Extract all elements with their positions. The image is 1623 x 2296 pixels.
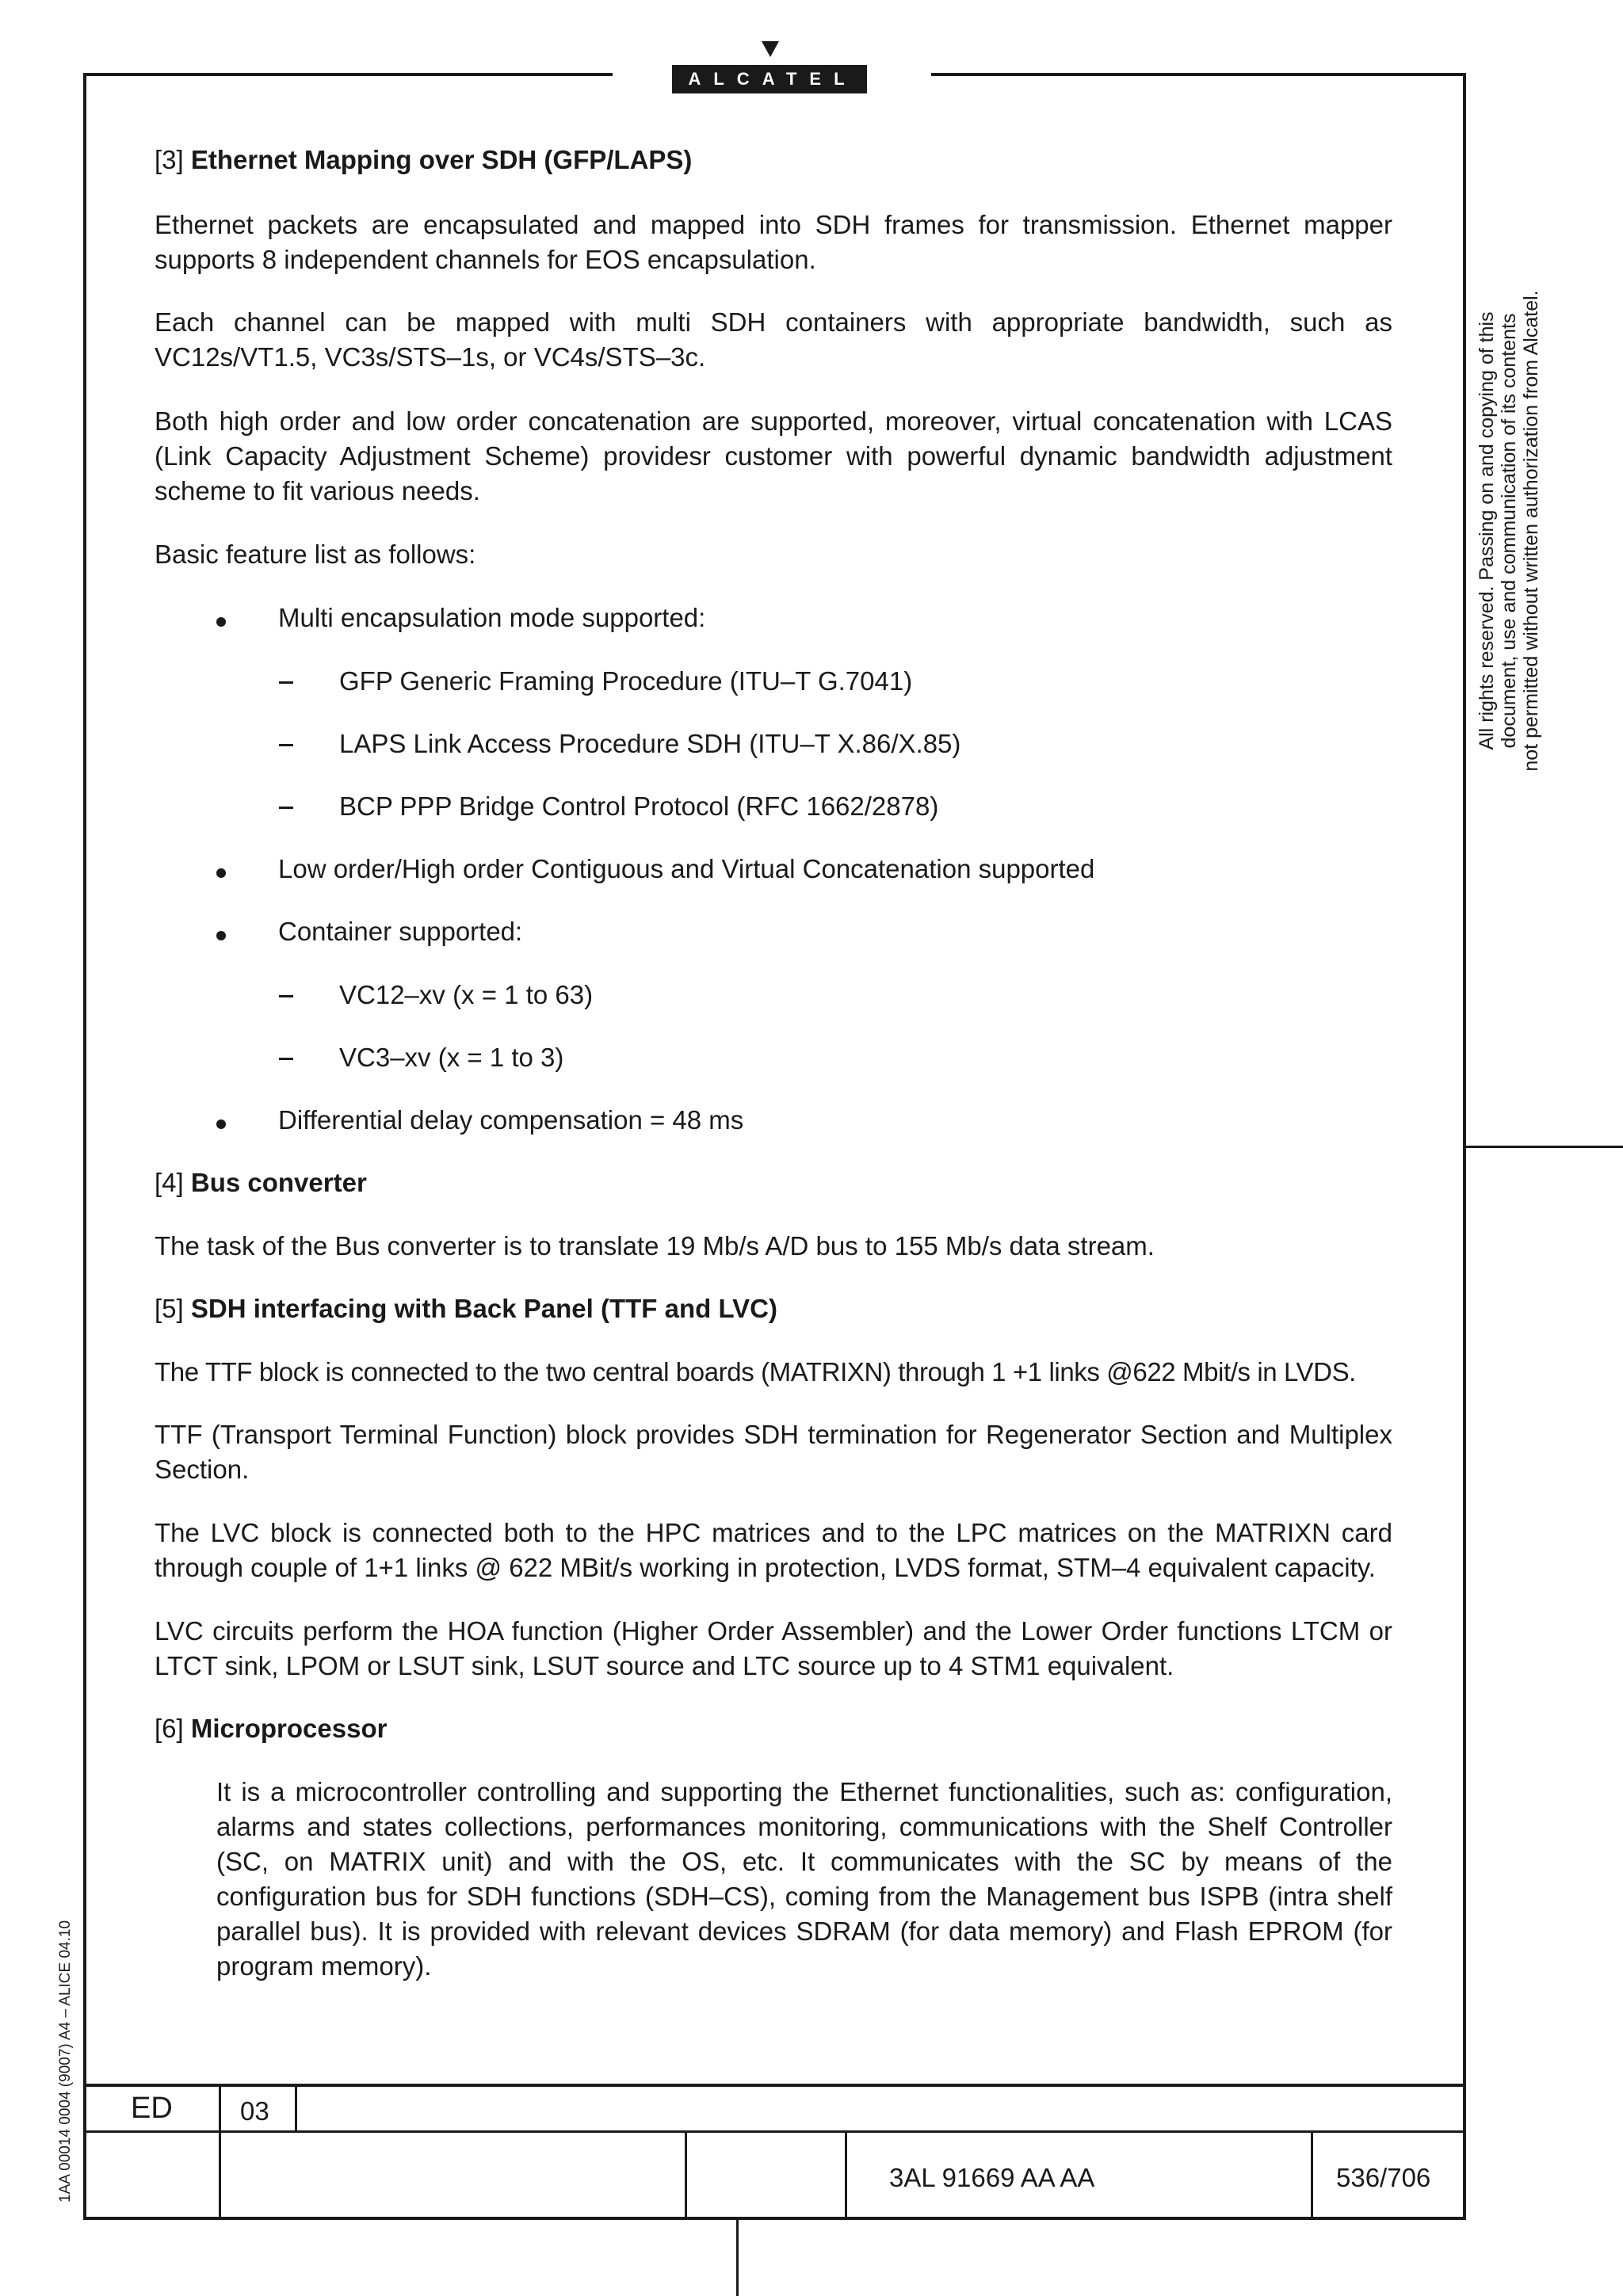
sub-list-item: GFP Generic Framing Procedure (ITU–T G.7041) <box>339 666 913 696</box>
list-item: Differential delay compensation = 48 ms <box>278 1105 744 1135</box>
frame-right-tick <box>1463 1146 1623 1148</box>
sub-list-item: LAPS Link Access Procedure SDH (ITU–T X.86/X.85) <box>339 729 961 758</box>
footer-divider <box>845 2131 847 2220</box>
footer-divider <box>219 2084 221 2220</box>
frame-top-right-line <box>931 73 1466 76</box>
bullet-icon <box>216 617 226 627</box>
section-number: [3] <box>155 145 184 174</box>
footer-bottom-line <box>83 2217 1466 2220</box>
document-code: 3AL 91669 AA AA <box>889 2163 1095 2192</box>
frame-left-line <box>83 73 86 2220</box>
sub-list-item: VC3–xv (x = 1 to 3) <box>339 1043 564 1072</box>
bullet-icon <box>216 868 226 878</box>
dash-icon <box>279 1058 293 1060</box>
dash-icon <box>279 807 293 809</box>
copyright-line-1: All rights reserved. Passing on and copying of this <box>1476 311 1498 750</box>
paragraph: Ethernet packets are encapsulated and mapped into SDH frames for transmission. Ethernet mapper supports 8 independent channels for EOS encapsulation. <box>155 210 1392 274</box>
section-title: SDH interfacing with Back Panel (TTF and LVC) <box>190 1294 778 1323</box>
section-number: [4] <box>155 1168 184 1197</box>
copyright-note <box>1476 269 1542 792</box>
section-heading <box>155 143 692 177</box>
paragraph: TTF (Transport Terminal Function) block provides SDH termination for Regenerator Section and Multiplex Section. <box>155 1420 1392 1484</box>
paragraph: Both high order and low order concatenation are supported, moreover, virtual concatenation with LCAS (Link Capacity Adjustment Scheme) providesr customer with powerful dynamic bandwidth adjustment scheme to fit various needs. <box>155 406 1392 505</box>
footer-divider <box>1311 2131 1313 2220</box>
list-item: Multi encapsulation mode supported: <box>278 603 706 632</box>
footer-top-line <box>83 2084 1466 2087</box>
alcatel-logo: ALCATEL <box>672 65 867 93</box>
dash-icon <box>279 744 293 746</box>
frame-top-left-line <box>83 73 613 76</box>
dash-icon <box>279 995 293 997</box>
paragraph: Each channel can be mapped with multi SDH containers with appropriate bandwidth, such as VC12s/VT1.5, VC3s/STS–1s, or VC4s/STS–3c. <box>155 307 1392 372</box>
edition-label: ED <box>131 2092 173 2125</box>
copyright-line-2: document, use and communication of its contents <box>1498 313 1520 749</box>
footer-bottom-tick <box>736 2218 739 2296</box>
paragraph: Basic feature list as follows: <box>155 540 476 569</box>
paragraph: LVC circuits perform the HOA function (Higher Order Assembler) and the Lower Order functions LTCM or LTCT sink, LPOM or LSUT sink, LSUT source and LTC source up to 4 STM1 equivalent. <box>155 1616 1392 1680</box>
footer-mid-line <box>83 2130 1466 2133</box>
bullet-icon <box>216 1119 226 1129</box>
section-title: Microprocessor <box>190 1714 388 1743</box>
paragraph: The TTF block is connected to the two central boards (MATRIXN) through 1 +1 links @622 Mbit/s in LVDS. <box>155 1357 1356 1386</box>
edition-value: 03 <box>240 2096 269 2126</box>
bullet-icon <box>216 931 226 940</box>
sub-list-item: BCP PPP Bridge Control Protocol (RFC 1662/2878) <box>339 791 939 821</box>
section-title: Ethernet Mapping over SDH (GFP/LAPS) <box>190 145 693 174</box>
section-heading <box>155 1165 367 1200</box>
section-number: [6] <box>155 1714 184 1743</box>
sub-list-item: VC12–xv (x = 1 to 63) <box>339 980 594 1009</box>
section-heading <box>155 1291 777 1326</box>
paragraph: The LVC block is connected both to the HPC matrices and to the LPC matrices on the MATRIXN card through couple of 1+1 links @ 622 MBit/s working in protection, LVDS format, STM–4 equivalent capacity. <box>155 1518 1392 1582</box>
section-number: [5] <box>155 1294 184 1323</box>
footer-divider <box>685 2131 687 2220</box>
list-item: Container supported: <box>278 917 523 946</box>
section-title: Bus converter <box>190 1168 367 1197</box>
list-item: Low order/High order Contiguous and Virtual Concatenation supported <box>278 854 1095 883</box>
logo-triangle-icon <box>762 41 779 57</box>
copyright-line-3: not permitted without written authorization from Alcatel. <box>1520 290 1542 772</box>
footer-divider <box>295 2084 297 2131</box>
page-number: 536/706 <box>1336 2163 1431 2192</box>
form-code: 1AA 00014 0004 (9007) A4 – ALICE 04.10 <box>57 1920 74 2203</box>
paragraph: It is a microcontroller controlling and supporting the Ethernet functionalities, such as: configuration, alarms and states collections, performances monitoring, communications with the Shelf Controller (SC, on MATRIX unit) and with the OS, etc. It communicates with the SC by means of the configuration bus for SDH functions (SDH–CS), coming from the Management bus ISPB (intra shelf parallel bus). It is provided with relevant devices SDRAM (for data memory) and Flash EPROM (for program memory). <box>216 1777 1392 1981</box>
section-heading <box>155 1711 387 1746</box>
dash-icon <box>279 681 293 684</box>
paragraph: The task of the Bus converter is to translate 19 Mb/s A/D bus to 155 Mb/s data stream. <box>155 1231 1155 1261</box>
